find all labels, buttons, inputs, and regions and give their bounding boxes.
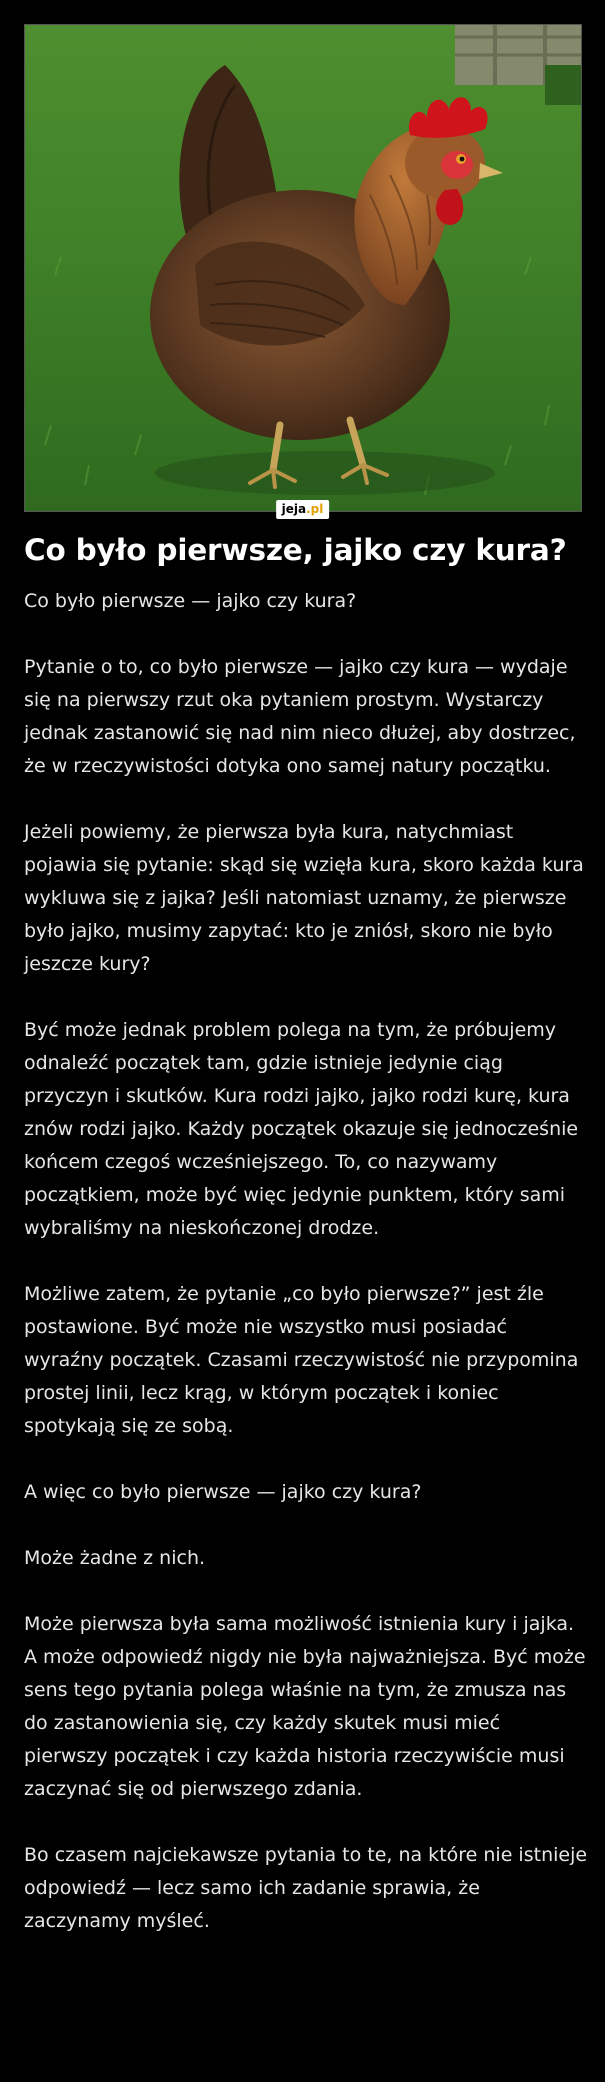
paragraph: Być może jednak problem polega na tym, że próbujemy odnaleźć początek tam, gdzie istnieje jedynie ciąg przyczyn i skutków. Kura rodzi jajko, jajko rodzi kurę, kura znów rodzi jajko. Każdy początek okazuje się jednocześnie końcem czegoś wcześniejszego. To, co nazywamy początkiem, może być więc jedynie punktem, który sami wybraliśmy na nieskończonej drodze.	[24, 1019, 579, 1239]
paragraph: Może żadne z nich.	[24, 1547, 206, 1569]
paragraph: Możliwe zatem, że pytanie „co było pierwsze?” jest źle postawione. Być może nie wszystko musi posiadać wyraźny początek. Czasami rzeczywistość nie przypomina prostej linii, lecz krąg, w którym początek i koniec spotykają się ze sobą.	[24, 1283, 579, 1437]
watermark-prefix: jeja	[281, 502, 307, 516]
paragraph: Pytanie o to, co było pierwsze — jajko czy kura — wydaje się na pierwszy rzut oka pytaniem prostym. Wystarczy jednak zastanowić się nad nim nieco dłużej, aby dostrzec, że w rzeczywistości dotyka ono samej natury początku.	[24, 656, 576, 777]
post-body	[24, 585, 589, 1938]
site-watermark	[276, 500, 330, 519]
paragraph: Może pierwsza była sama możliwość istnienia kury i jajka. A może odpowiedź nigdy nie była najważniejsza. Być może sens tego pytania polega właśnie na tym, że zmusza nas do zastanowienia się, czy każdy skutek musi mieć pierwszy początek i czy każda historia rzeczywiście musi zaczynać się od pierwszego zdania.	[24, 1613, 586, 1800]
paragraph: Bo czasem najciekawsze pytania to te, na które nie istnieje odpowiedź — lecz samo ich zadanie sprawia, że zaczynamy myśleć.	[24, 1844, 588, 1932]
paragraph: A więc co było pierwsze — jajko czy kura?	[24, 1481, 422, 1503]
paragraph: Co było pierwsze — jajko czy kura?	[24, 590, 357, 612]
watermark-suffix: .pl	[306, 502, 324, 516]
post-title: Co było pierwsze, jajko czy kura?	[24, 533, 567, 567]
paragraph: Jeżeli powiemy, że pierwsza była kura, natychmiast pojawia się pytanie: skąd się wzięła kura, skoro każda kura wykluwa się z jajka? Jeśli natomiast uznamy, że pierwsze było jajko, musimy zapytać: kto je zniósł, skoro nie było jeszcze kury?	[24, 821, 584, 975]
chicken-photo	[24, 24, 582, 512]
chicken-illustration	[25, 25, 581, 511]
